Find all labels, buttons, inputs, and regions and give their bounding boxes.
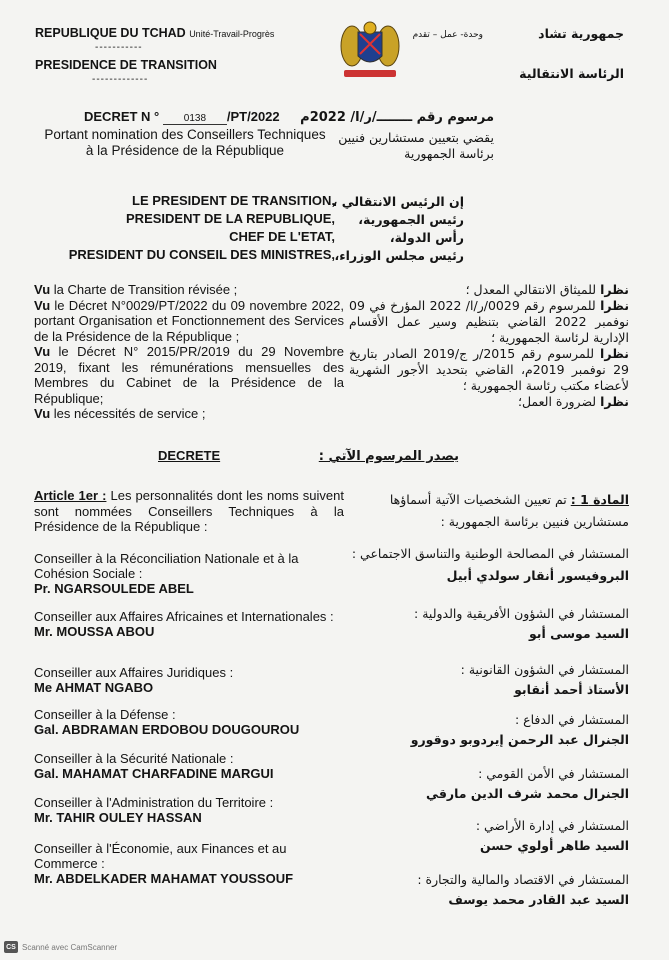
- header-motto-fr: Unité-Travail-Progrès: [189, 29, 275, 39]
- visas-fr: [34, 282, 344, 422]
- conseiller-ar-1: المستشار في المصالحة الوطنية والتناسق الاجتماعي : البروفيسور أنقار سولدي أبيل: [351, 546, 629, 583]
- article-1-fr: Article 1er : Les personnalités dont les noms suivent sont nommées Conseillers Techniques à la Présidence de la République :: [34, 488, 344, 534]
- conseiller-ar-4: المستشار في الدفاع : الجنرال عبد الرحمن إيردوبو دوقورو: [410, 712, 629, 747]
- conseiller-ar-7: المستشار في الاقتصاد والمالية والتجارة : السيد عبد القادر محمد يوسف: [417, 872, 629, 907]
- visa-ar-1: نظرا للميثاق الانتقالي المعدل ؛: [465, 282, 629, 297]
- president-titles-ar: إن الرئيس الانتقالي ، رئيس الجمهورية، رأس الدولة، رئيس مجلس الوزراء،: [332, 194, 464, 263]
- conseiller-fr-1: Conseiller à la Réconciliation Nationale et à la Cohésion Sociale : Pr. NGARSOULEDE ABEL: [34, 551, 299, 596]
- decree-subject-fr: Portant nomination des Conseillers Techniques à la Présidence de la République: [44, 127, 326, 158]
- header-divider: -----------: [95, 42, 143, 53]
- visa-fr-2: Vu le Décret N°0029/PT/2022 du 09 novembre 2022, portant Organisation et Fonctionnement des Services de la Présidence de la République ;: [34, 297, 344, 344]
- conseiller-fr-6: Conseiller à l'Administration du Territoire : Mr. TAHIR OULEY HASSAN: [34, 795, 274, 825]
- president-titles-fr: LE PRESIDENT DE TRANSITION, PRESIDENT DE LA REPUBLIQUE, CHEF DE L'ETAT, PRESIDENT DU CONSEIL DES MINISTRES,: [68, 193, 335, 262]
- header-office-ar: الرئاسة الانتقالية: [519, 66, 624, 81]
- conseiller-ar-2: المستشار في الشؤون الأفريقية والدولية : السيد موسى أبو: [414, 606, 629, 641]
- visa-ar-2: نظرا للمرسوم رقم 0029/ر/ا/ 2022 المؤرخ في 09 نوفمبر 2022 القاضي بتنظيم وسير عمل الأقسام الإدارية لرئاسة الجمهورية ؛: [349, 298, 630, 345]
- conseiller-fr-7: Conseiller à l'Économie, aux Finances et au Commerce : Mr. ABDELKADER MAHAMAT YOUSSOUF: [34, 841, 294, 886]
- conseillers-list-ar: [349, 546, 629, 918]
- decree-number-fr: DECRET N ° 0138 /PT/2022: [84, 109, 280, 124]
- visa-ar-4: نظرا لضرورة العمل؛: [517, 394, 629, 409]
- conseiller-ar-6: المستشار في إدارة الأراضي : السيد طاهر أولوي حسن: [475, 818, 629, 853]
- conseiller-fr-5: Conseiller à la Sécurité Nationale : Gal. MAHAMAT CHARFADINE MARGUI: [34, 751, 274, 781]
- coat-of-arms-emblem: [330, 18, 410, 80]
- visa-fr-3: Vu le Décret N° 2015/PR/2019 du 29 Novembre 2019, fixant les rémunérations mensuelles des Membres du Cabinet de la Présidence de la République;: [34, 344, 344, 406]
- header-country-fr: REPUBLIQUE DU TCHAD Unité-Travail-Progrès: [35, 26, 275, 40]
- visa-ar-3: نظرا للمرسوم رقم 2015/ر ج/2019 الصادر بتاريخ 29 نوفمبر 2019م، القاضي بتحديد الأجور الشهرية لأعضاء مكتب رئاسة الجمهورية ؛: [349, 346, 629, 393]
- conseiller-ar-5: المستشار في الأمن القومي : الجنرال محمد شرف الدين مارقي: [426, 766, 629, 801]
- header-office-fr: PRESIDENCE DE TRANSITION: [35, 58, 217, 72]
- decree-title-ar: مرسوم رقم ــــــــ/ر/ا/ 2022م: [300, 110, 494, 125]
- article-1-label-ar: المادة 1 :: [570, 492, 629, 507]
- conseiller-ar-3: المستشار في الشؤون القانونية : الأستاذ أحمد أنقابو: [460, 662, 629, 697]
- camscanner-watermark: [4, 941, 117, 953]
- visas-ar: [349, 282, 629, 410]
- header-divider-2: -------------: [92, 74, 149, 85]
- conseillers-list-fr: [34, 551, 334, 893]
- visa-fr-1: Vu la Charte de Transition révisée ;: [34, 282, 238, 297]
- header-country-ar: جمهورية تشاد: [538, 26, 624, 41]
- decrete-heading-fr: DECRETE: [158, 448, 221, 463]
- article-1-ar: المادة 1 : تم تعيين الشخصيات الآتية أسماؤها مستشارين فنيين برئاسة الجمهورية :: [389, 492, 629, 529]
- conseiller-fr-3: Conseiller aux Affaires Juridiques : Me AHMAT NGABO: [34, 665, 234, 695]
- decrete-heading-ar: يصدر المرسوم الآتي :: [318, 449, 459, 464]
- conseiller-fr-2: Conseiller aux Affaires Africaines et Internationales : Mr. MOUSSA ABOU: [34, 609, 334, 639]
- camscanner-text: Scanné avec CamScanner: [22, 942, 118, 952]
- header-motto-ar: وحدة- عمل – تقدم: [412, 30, 483, 40]
- conseiller-fr-4: Conseiller à la Défense : Gal. ABDRAMAN ERDOBOU DOUGOUROU: [34, 707, 300, 737]
- article-1-label-fr: Article 1er :: [34, 488, 107, 503]
- decree-number-value: 0138: [163, 113, 227, 125]
- decree-subject-ar: يقضي بتعيين مستشارين فنيين برئاسة الجمهورية: [338, 130, 494, 161]
- visa-fr-4: Vu les nécessités de service ;: [34, 406, 206, 421]
- camscanner-logo-icon: CS: [4, 941, 18, 953]
